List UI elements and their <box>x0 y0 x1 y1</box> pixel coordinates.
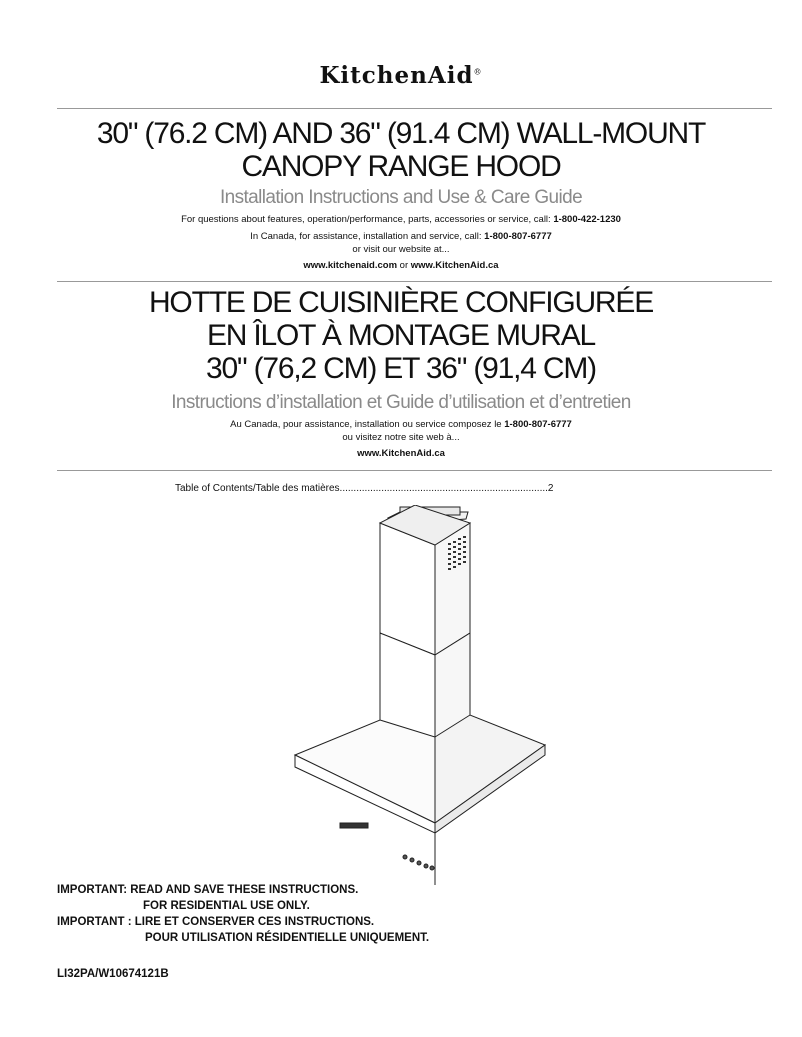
french-website <box>0 447 802 460</box>
english-title-line-1: 30" (76.2 CM) AND 36" (91.4 CM) WALL-MOUNT <box>96 117 706 150</box>
website-link[interactable]: www.KitchenAid.ca <box>357 448 445 459</box>
english-subtitle: Installation Instructions and Use & Care Guide <box>219 187 583 208</box>
toc-label: Table of Contents/Table des matières........................................................................... <box>175 483 548 494</box>
english-contact-line-2 <box>0 230 802 243</box>
website-link[interactable]: www.KitchenAid.ca <box>410 260 499 271</box>
important-notice <box>57 882 429 946</box>
divider-top <box>57 108 772 109</box>
phone-number: 1-800-422-1230 <box>553 214 621 225</box>
important-line-3: IMPORTANT : LIRE ET CONSERVER CES INSTRUCTIONS. <box>57 916 375 928</box>
english-contact-block <box>0 213 802 272</box>
french-title-line-1: HOTTE DE CUISINIÈRE CONFIGURÉE <box>148 286 654 319</box>
important-line-4: POUR UTILISATION RÉSIDENTIELLE UNIQUEMENT. <box>145 932 430 944</box>
contact-text: Au Canada, pour assistance, installation ou service composez le <box>230 419 505 430</box>
toc-page-number: 2 <box>547 483 554 494</box>
english-title <box>0 117 802 183</box>
french-contact-block <box>0 418 802 460</box>
english-websites <box>0 259 802 272</box>
contact-text: For questions about features, operation/performance, parts, accessories or service, call: <box>181 214 554 225</box>
range-hood-illustration <box>260 505 560 890</box>
french-title <box>0 286 802 385</box>
kitchenaid-logo <box>0 62 802 89</box>
brand-name: KitchenAid <box>319 62 474 89</box>
contact-text: In Canada, for assistance, installation and service, call: <box>250 231 485 242</box>
english-title-line-2: CANOPY RANGE HOOD <box>241 150 561 183</box>
website-separator: or <box>397 260 411 271</box>
registered-mark: ® <box>473 67 483 77</box>
important-line-2: FOR RESIDENTIAL USE ONLY. <box>143 900 310 912</box>
divider-middle <box>57 281 772 282</box>
important-line-1: IMPORTANT: READ AND SAVE THESE INSTRUCTIONS. <box>57 884 359 896</box>
english-contact-line-3: or visit our website at... <box>352 244 450 255</box>
website-link[interactable]: www.kitchenaid.com <box>303 260 398 271</box>
french-title-line-2: EN ÎLOT À MONTAGE MURAL <box>206 319 596 352</box>
phone-number: 1-800-807-6777 <box>504 419 572 430</box>
french-contact-line-2: ou visitez notre site web à... <box>342 432 460 443</box>
phone-number: 1-800-807-6777 <box>484 231 552 242</box>
french-title-line-3: 30" (76,2 CM) ET 36" (91,4 CM) <box>206 352 596 385</box>
table-of-contents-line[interactable] <box>175 483 553 494</box>
french-subtitle: Instructions d’installation et Guide d’utilisation et d’entretien <box>171 392 631 413</box>
french-contact-line-1 <box>0 418 802 431</box>
divider-bottom <box>57 470 772 471</box>
document-number: LI32PA/W10674121B <box>57 968 169 980</box>
english-contact-line-1 <box>0 213 802 226</box>
